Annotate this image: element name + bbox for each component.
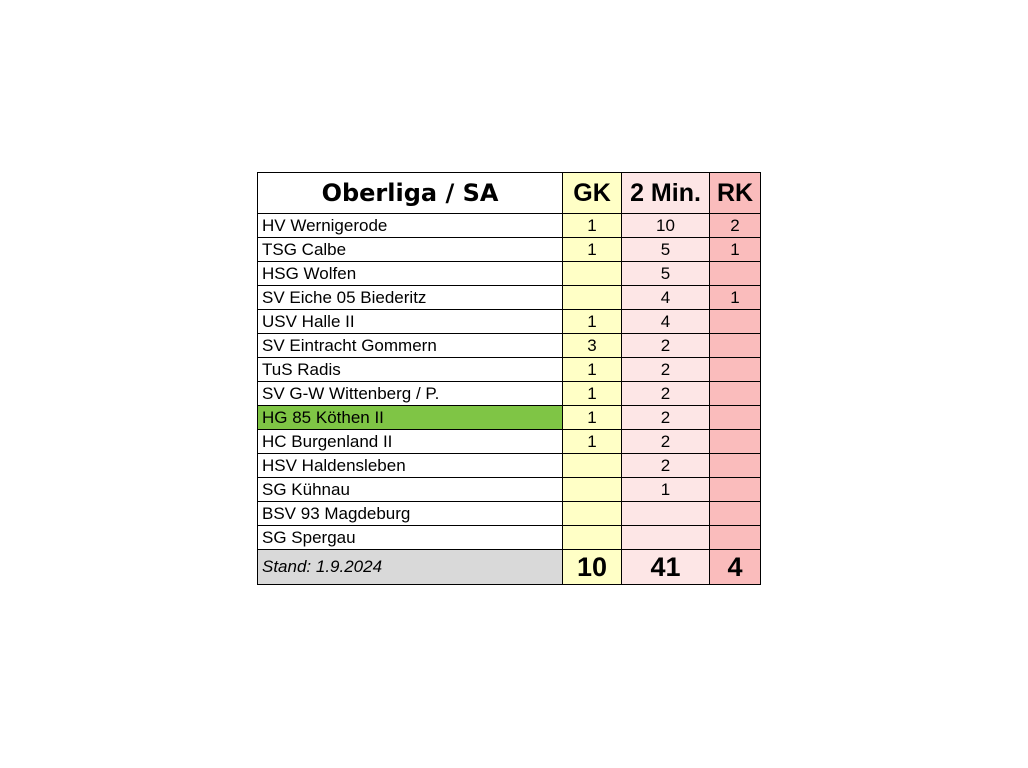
- 2min-cell: 1: [622, 478, 710, 502]
- table-row: [258, 358, 761, 382]
- 2min-total: 41: [622, 550, 710, 585]
- gk-cell: 1: [563, 430, 622, 454]
- table-row: [258, 214, 761, 238]
- 2min-cell: 4: [622, 310, 710, 334]
- team-name: TuS Radis: [258, 358, 563, 382]
- team-name: TSG Calbe: [258, 238, 563, 262]
- header-2min: 2 Min.: [622, 173, 710, 214]
- header-row: [258, 173, 761, 214]
- rk-total: 4: [710, 550, 761, 585]
- team-name: HV Wernigerode: [258, 214, 563, 238]
- gk-cell: 3: [563, 334, 622, 358]
- rk-cell: 1: [710, 238, 761, 262]
- gk-cell: 1: [563, 238, 622, 262]
- rk-cell: 2: [710, 214, 761, 238]
- table-row: [258, 430, 761, 454]
- team-name: BSV 93 Magdeburg: [258, 502, 563, 526]
- 2min-cell: 2: [622, 382, 710, 406]
- team-name: HSG Wolfen: [258, 262, 563, 286]
- table-row: [258, 502, 761, 526]
- table-row: [258, 334, 761, 358]
- table-row: [258, 238, 761, 262]
- header-gk: GK: [563, 173, 622, 214]
- 2min-cell: 2: [622, 430, 710, 454]
- table-body: [258, 214, 761, 550]
- team-name: SV G-W Wittenberg / P.: [258, 382, 563, 406]
- 2min-cell: 4: [622, 286, 710, 310]
- table-title: Oberliga / SA: [258, 173, 563, 214]
- 2min-cell: 5: [622, 238, 710, 262]
- footer-row: [258, 550, 761, 585]
- 2min-cell: 2: [622, 334, 710, 358]
- 2min-cell: 2: [622, 406, 710, 430]
- gk-cell: [563, 286, 622, 310]
- rk-cell: [710, 406, 761, 430]
- gk-cell: [563, 478, 622, 502]
- 2min-cell: 2: [622, 358, 710, 382]
- rk-cell: [710, 502, 761, 526]
- header-rk: RK: [710, 173, 761, 214]
- table-row: [258, 454, 761, 478]
- rk-cell: 1: [710, 286, 761, 310]
- table-row: [258, 310, 761, 334]
- rk-cell: [710, 526, 761, 550]
- team-name: SV Eiche 05 Biederitz: [258, 286, 563, 310]
- penalty-stats-table: [257, 172, 761, 585]
- gk-cell: [563, 454, 622, 478]
- gk-total: 10: [563, 550, 622, 585]
- 2min-cell: [622, 502, 710, 526]
- rk-cell: [710, 262, 761, 286]
- team-name: SV Eintracht Gommern: [258, 334, 563, 358]
- table-row: [258, 262, 761, 286]
- rk-cell: [710, 310, 761, 334]
- table-row: [258, 526, 761, 550]
- gk-cell: [563, 502, 622, 526]
- team-name: SG Kühnau: [258, 478, 563, 502]
- stand-date: Stand: 1.9.2024: [258, 550, 563, 585]
- team-name: HC Burgenland II: [258, 430, 563, 454]
- 2min-cell: 10: [622, 214, 710, 238]
- table-row: [258, 406, 761, 430]
- gk-cell: [563, 526, 622, 550]
- rk-cell: [710, 358, 761, 382]
- 2min-cell: [622, 526, 710, 550]
- gk-cell: 1: [563, 358, 622, 382]
- rk-cell: [710, 382, 761, 406]
- 2min-cell: 2: [622, 454, 710, 478]
- gk-cell: 1: [563, 406, 622, 430]
- rk-cell: [710, 454, 761, 478]
- table-row: [258, 382, 761, 406]
- table-row: [258, 478, 761, 502]
- rk-cell: [710, 478, 761, 502]
- gk-cell: 1: [563, 214, 622, 238]
- table-row: [258, 286, 761, 310]
- team-name: USV Halle II: [258, 310, 563, 334]
- rk-cell: [710, 430, 761, 454]
- 2min-cell: 5: [622, 262, 710, 286]
- gk-cell: [563, 262, 622, 286]
- team-name: SG Spergau: [258, 526, 563, 550]
- gk-cell: 1: [563, 310, 622, 334]
- team-name: HSV Haldensleben: [258, 454, 563, 478]
- team-name: HG 85 Köthen II: [258, 406, 563, 430]
- rk-cell: [710, 334, 761, 358]
- gk-cell: 1: [563, 382, 622, 406]
